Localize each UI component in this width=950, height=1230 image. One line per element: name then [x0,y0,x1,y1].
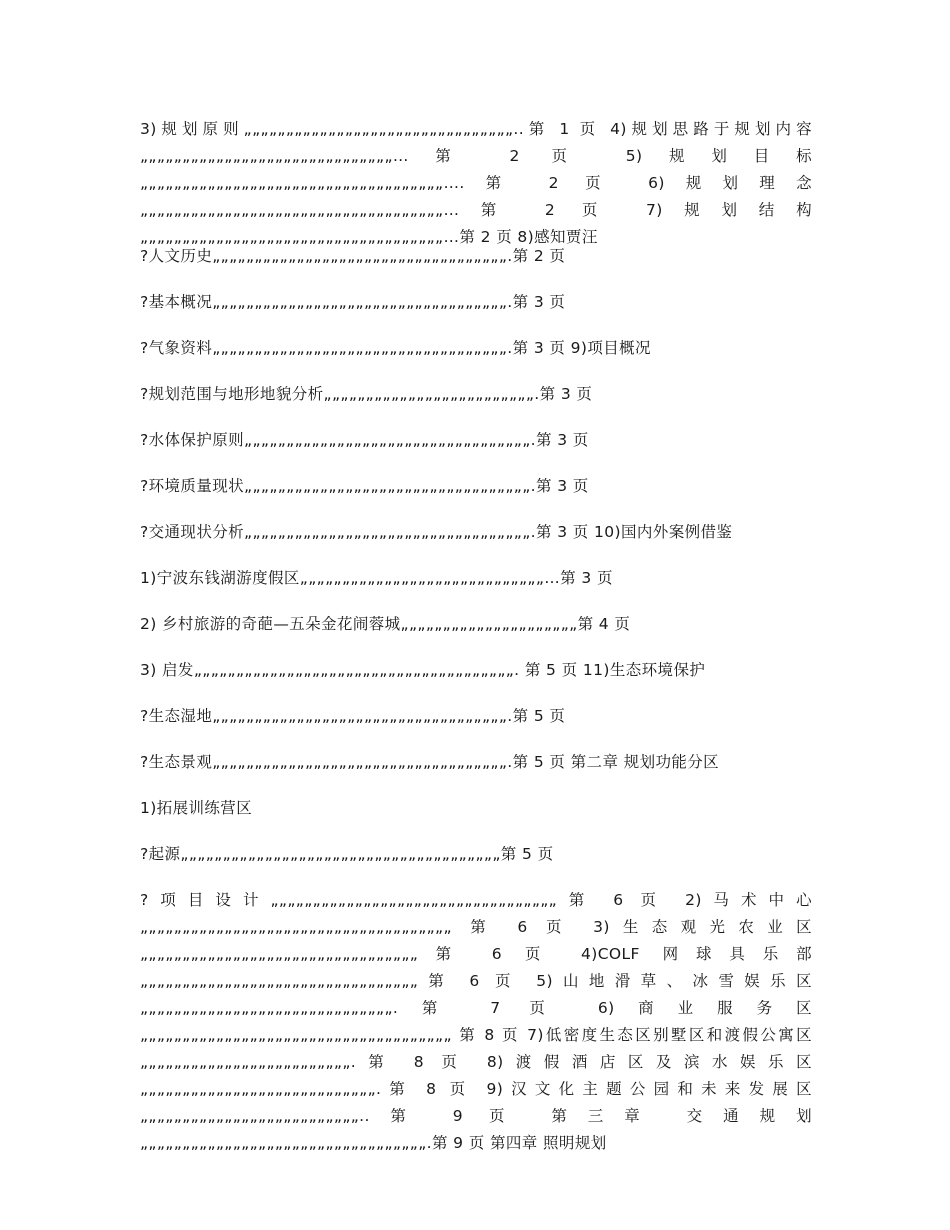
toc-line-environment: ?环境质量现状„„„„„„„„„„„„„„„„„„„„„„„„„„„„„„„„„„.第 3 页 [140,477,589,495]
toc-line-climate: ?气象资料„„„„„„„„„„„„„„„„„„„„„„„„„„„„„„„„„„„.第 3 页 9)项目概况 [140,339,651,357]
toc-line-wetland: ?生态湿地„„„„„„„„„„„„„„„„„„„„„„„„„„„„„„„„„„„.第 5 页 [140,707,566,725]
toc-block-top [140,116,812,246]
toc-line-humanities: ?人文历史„„„„„„„„„„„„„„„„„„„„„„„„„„„„„„„„„„„.第 2 页 [140,247,566,265]
toc-line-traffic: ?交通现状分析„„„„„„„„„„„„„„„„„„„„„„„„„„„„„„„„„„.第 3 页 10)国内外案例借鉴 [140,523,733,541]
toc-line-landscape: ?生态景观„„„„„„„„„„„„„„„„„„„„„„„„„„„„„„„„„„„.第 5 页 第二章 规划功能分区 [140,753,720,771]
toc-line-overview: ?基本概况„„„„„„„„„„„„„„„„„„„„„„„„„„„„„„„„„„„.第 3 页 [140,293,566,311]
toc-line-rural: 2) 乡村旅游的奇葩—五朵金花闹蓉城„„„„„„„„„„„„„„„„„„„„„第 4 页 [140,615,631,633]
toc-paragraph-bottom: ?项目设计„„„„„„„„„„„„„„„„„„„„„„„„„„„„„„„„„„第 6 页 2)马术中心„„„„„„„„„„„„„„„„„„„„„„„„„„„„„„„„„„„„„ 第 6 页 3)生态观光农业区„„„„„„„„„„„„„„„„„„„„„„„„„„„„„„„„„第 6 页 4)COLF 网球具乐部„„„„„„„„„„„„„„„„„„„„„„„„„„„„„„„„„第 6 页 5)山地滑草、冰雪娱乐区„„„„„„„„„„„„„„„„„„„„„„„„„„„„„„.第 7 页 6)商业服务区„„„„„„„„„„„„„„„„„„„„„„„„„„„„„„„„„„„„„ 第 8 页 7)低密度生态区别墅区和渡假公寓区„„„„„„„„„„„„„„„„„„„„„„„„„.第 8 页 8)渡假酒店区及滨水娱乐区„„„„„„„„„„„„„„„„„„„„„„„„„„„„.第 8 页 9)汉文化主题公园和未来发展区„„„„„„„„„„„„„„„„„„„„„„„„„„..第 9 页 第三章 交通规划„„„„„„„„„„„„„„„„„„„„„„„„„„„„„„„„„„.第 9 页 第四章 照明规划 [140,891,812,1152]
toc-line-inspiration: 3) 启发„„„„„„„„„„„„„„„„„„„„„„„„„„„„„„„„„„„„„„. 第 5 页 11)生态环境保护 [140,661,706,679]
toc-line-water: ?水体保护原则„„„„„„„„„„„„„„„„„„„„„„„„„„„„„„„„„„.第 3 页 [140,431,589,449]
toc-page [140,116,812,1157]
toc-paragraph-top: 3)规划原则„„„„„„„„„„„„„„„„„„„„„„„„„„„„„„„„..第 1 页 4)规划思路于规划内容„„„„„„„„„„„„„„„„„„„„„„„„„„„„„„…第 2 页 5)规划目标„„„„„„„„„„„„„„„„„„„„„„„„„„„„„„„„„„„„….第 2 页 6)规划理念„„„„„„„„„„„„„„„„„„„„„„„„„„„„„„„„„„„„…第 2 页 7)规划结构„„„„„„„„„„„„„„„„„„„„„„„„„„„„„„„„„„„„…第 2 页 8)感知贾汪 [140,120,812,246]
toc-line-terrain: ?规划范围与地形地貌分析„„„„„„„„„„„„„„„„„„„„„„„„„.第 3 页 [140,385,593,403]
toc-line-origin: ?起源„„„„„„„„„„„„„„„„„„„„„„„„„„„„„„„„„„„„„„第 5 页 [140,845,554,863]
toc-line-training: 1)拓展训练营区 [140,799,253,817]
toc-line-ningbo: 1)宁波东钱湖游度假区„„„„„„„„„„„„„„„„„„„„„„„„„„„„„…第 3 页 [140,569,613,587]
